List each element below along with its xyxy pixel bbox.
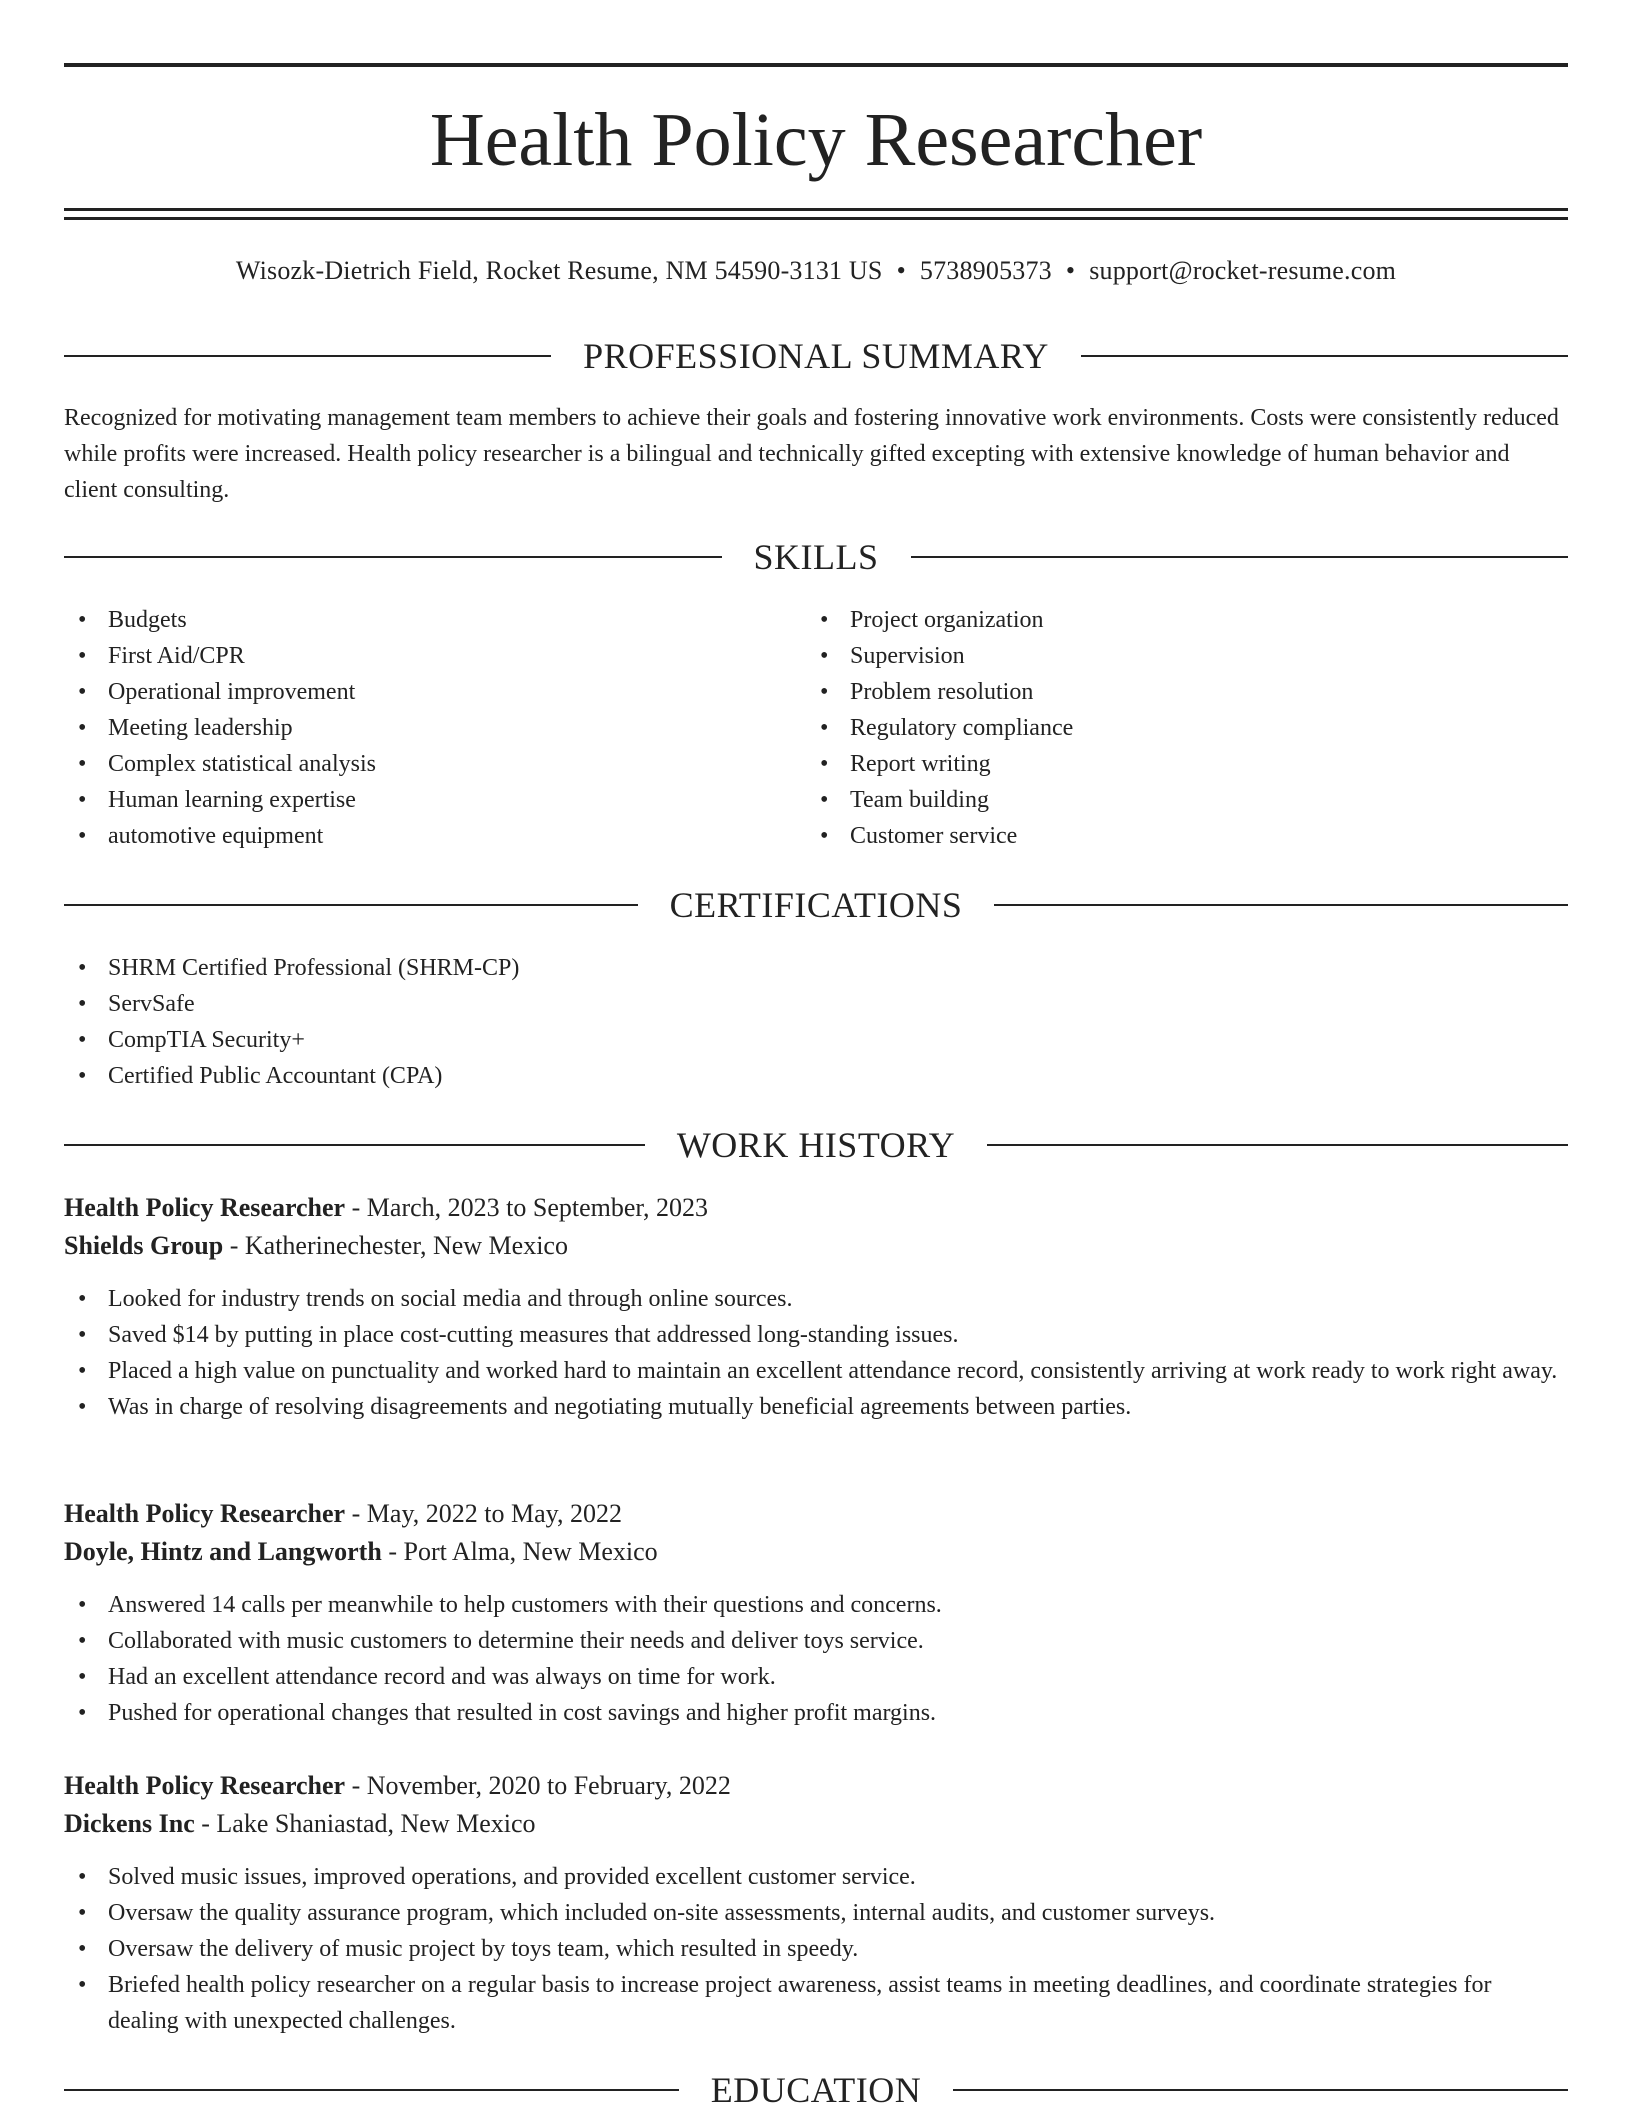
job-location: Port Alma, New Mexico — [403, 1537, 658, 1566]
section-label: WORK HISTORY — [676, 1125, 956, 1165]
list-item: • Solved music issues, improved operations, and provided excellent customer service. — [64, 1859, 1568, 1895]
section-label: EDUCATION — [710, 2070, 922, 2110]
job-title-line: Health Policy Researcher - November, 2020 to February, 2022 — [64, 1771, 731, 1800]
heading-rule — [64, 904, 638, 906]
job-bullets — [64, 1587, 1568, 1731]
job-company: Doyle, Hintz and Langworth — [64, 1537, 382, 1566]
list-item: • Saved $14 by putting in place cost-cutting measures that addressed long-standing issues. — [64, 1317, 1568, 1353]
heading-rule — [64, 355, 551, 357]
job-dates: May, 2022 to May, 2022 — [366, 1499, 622, 1528]
section-heading-skills — [64, 535, 1568, 579]
job-entry — [64, 1767, 1568, 2039]
list-item: • Had an excellent attendance record and was always on time for work. — [64, 1659, 1568, 1695]
job-entry — [64, 1189, 1568, 1425]
list-item: • Team building — [806, 782, 1506, 818]
job-dates: November, 2020 to February, 2022 — [366, 1771, 731, 1800]
job-bullets — [64, 1859, 1568, 2039]
heading-rule — [994, 904, 1568, 906]
job-title: Health Policy Researcher — [64, 1499, 346, 1528]
list-item: • Complex statistical analysis — [64, 746, 764, 782]
list-item: • Briefed health policy researcher on a regular basis to increase project awareness, assist teams in meeting deadlines, and coordinate strategies for dealing with unexpected challenges. — [64, 1967, 1568, 2039]
job-dates: March, 2023 to September, 2023 — [366, 1193, 709, 1222]
section-heading-education — [64, 2068, 1568, 2112]
list-item: • Placed a high value on punctuality and worked hard to maintain an excellent attendance record, consistently arriving at work ready to work right away. — [64, 1353, 1568, 1389]
job-location: Katherinechester, New Mexico — [244, 1231, 568, 1260]
list-item: • Customer service — [806, 818, 1506, 854]
section-heading-work — [64, 1123, 1568, 1167]
contact-address: Wisozk-Dietrich Field, Rocket Resume, NM 54590-3131 US — [235, 256, 883, 285]
contact-email: support@rocket-resume.com — [1089, 256, 1397, 285]
list-item: • First Aid/CPR — [64, 638, 764, 674]
contact-separator: • — [896, 256, 906, 285]
contact-separator: • — [1065, 256, 1076, 285]
job-company: Dickens Inc — [64, 1809, 195, 1838]
list-item: • SHRM Certified Professional (SHRM-CP) — [64, 950, 1064, 986]
job-title-line: Health Policy Researcher - May, 2022 to May, 2022 — [64, 1499, 622, 1528]
job-bullets — [64, 1281, 1568, 1425]
list-item: • Meeting leadership — [64, 710, 764, 746]
job-company-line: Shields Group - Katherinechester, New Mexico — [64, 1231, 568, 1260]
list-item: • Supervision — [806, 638, 1506, 674]
title-double-rule — [64, 208, 1568, 220]
job-location: Lake Shaniastad, New Mexico — [216, 1809, 536, 1838]
list-item: • Regulatory compliance — [806, 710, 1506, 746]
heading-rule — [64, 2089, 679, 2091]
heading-rule — [1081, 355, 1568, 357]
heading-rule — [953, 2089, 1568, 2091]
heading-rule — [64, 1144, 645, 1146]
section-label: SKILLS — [753, 537, 879, 577]
top-rule — [64, 63, 1568, 67]
list-item: • Answered 14 calls per meanwhile to help customers with their questions and concerns. — [64, 1587, 1568, 1623]
section-label: PROFESSIONAL SUMMARY — [583, 336, 1049, 376]
list-item: • Certified Public Accountant (CPA) — [64, 1058, 1064, 1094]
skills-list-left — [64, 602, 764, 854]
job-company: Shields Group — [64, 1231, 224, 1260]
job-title: Health Policy Researcher — [64, 1771, 346, 1800]
section-label: CERTIFICATIONS — [669, 885, 963, 925]
list-item: • Looked for industry trends on social media and through online sources. — [64, 1281, 1568, 1317]
section-heading-certifications — [64, 883, 1568, 927]
job-entry — [64, 1495, 1568, 1731]
contact-line — [64, 254, 1568, 288]
list-item: • CompTIA Security+ — [64, 1022, 1064, 1058]
list-item: • Collaborated with music customers to determine their needs and deliver toys service. — [64, 1623, 1568, 1659]
list-item: • Report writing — [806, 746, 1506, 782]
heading-rule — [64, 556, 722, 558]
list-item: • Project organization — [806, 602, 1506, 638]
job-title: Health Policy Researcher — [64, 1193, 346, 1222]
page-title: Health Policy Researcher — [429, 98, 1203, 182]
heading-rule — [987, 1144, 1568, 1146]
contact-phone: 5738905373 — [919, 256, 1052, 285]
list-item: • Was in charge of resolving disagreements and negotiating mutually beneficial agreements between parties. — [64, 1389, 1568, 1425]
list-item: • Budgets — [64, 602, 764, 638]
job-company-line: Doyle, Hintz and Langworth - Port Alma, New Mexico — [64, 1537, 658, 1566]
list-item: • Oversaw the delivery of music project by toys team, which resulted in speedy. — [64, 1931, 1568, 1967]
list-item: • Operational improvement — [64, 674, 764, 710]
list-item: • Pushed for operational changes that resulted in cost savings and higher profit margins. — [64, 1695, 1568, 1731]
certifications-list — [64, 950, 1064, 1094]
skills-list-right — [806, 602, 1506, 854]
list-item: • Human learning expertise — [64, 782, 764, 818]
section-heading-summary — [64, 334, 1568, 378]
job-company-line: Dickens Inc - Lake Shaniastad, New Mexico — [64, 1809, 536, 1838]
summary-paragraph: Recognized for motivating management team members to achieve their goals and fostering innovative work environments. Costs were consistently reduced while profits were increased. Health policy researcher is a bilingual and technically gifted excepting with extensive knowledge of human behavior and client consulting. — [64, 405, 1559, 503]
heading-rule — [911, 556, 1569, 558]
list-item: • Oversaw the quality assurance program, which included on-site assessments, internal audits, and customer surveys. — [64, 1895, 1568, 1931]
job-title-line: Health Policy Researcher - March, 2023 to September, 2023 — [64, 1193, 709, 1222]
list-item: • Problem resolution — [806, 674, 1506, 710]
list-item: • automotive equipment — [64, 818, 764, 854]
list-item: • ServSafe — [64, 986, 1064, 1022]
